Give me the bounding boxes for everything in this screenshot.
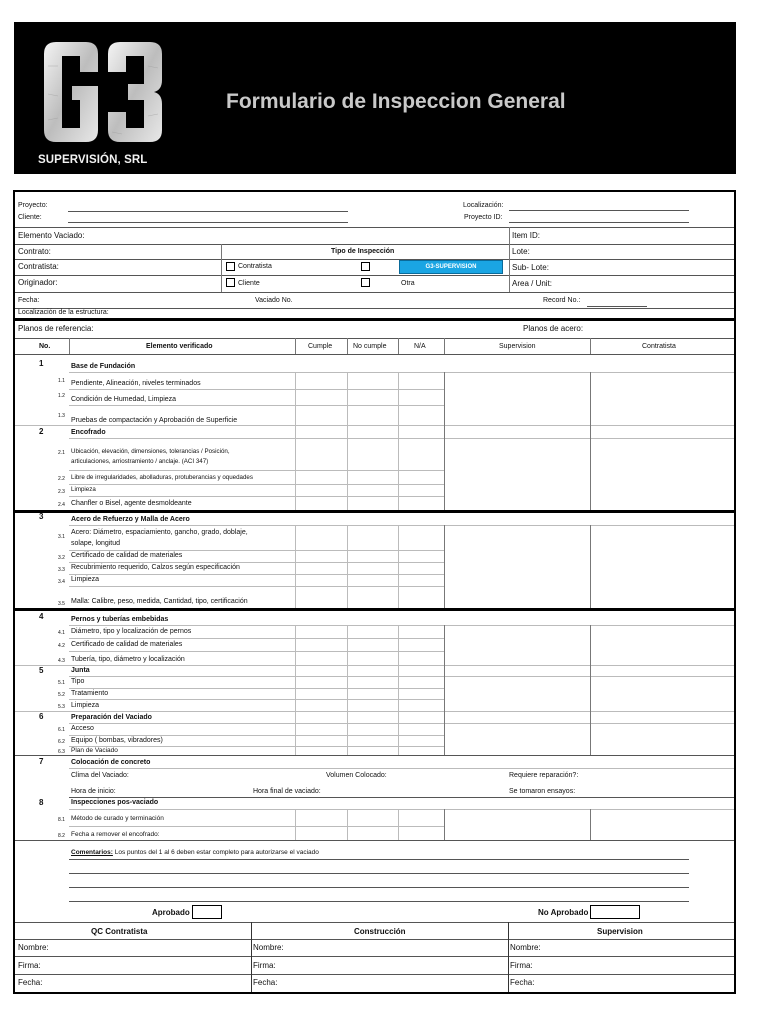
vaciado-no-label: Vaciado No. bbox=[255, 297, 293, 304]
no-aprobado-box[interactable] bbox=[590, 905, 640, 919]
item-text: Recubrimiento requerido, Calzos según especificación bbox=[71, 564, 240, 571]
divider bbox=[15, 227, 734, 228]
qc-fecha-label: Fecha: bbox=[18, 978, 43, 987]
grid-vline bbox=[509, 227, 510, 292]
supervision-nombre-label: Nombre: bbox=[510, 943, 541, 952]
cliente-field[interactable] bbox=[68, 222, 348, 223]
comment-line[interactable] bbox=[69, 887, 689, 888]
comments-block bbox=[71, 849, 319, 856]
divider bbox=[15, 244, 734, 245]
proyecto-id-label: Proyecto ID: bbox=[464, 214, 503, 221]
row-line bbox=[69, 372, 734, 373]
item-number: 2.3 bbox=[58, 489, 65, 495]
item-number: 4.3 bbox=[58, 658, 65, 664]
col-line bbox=[398, 338, 399, 354]
col-header-elemento: Elemento verificado bbox=[146, 343, 213, 350]
cliente-option-label: Cliente bbox=[238, 280, 260, 287]
hora-final-label: Hora final de vaciado: bbox=[253, 788, 321, 795]
divider bbox=[15, 259, 734, 260]
item-text: Tipo bbox=[71, 678, 85, 685]
sub-lote-label: Sub- Lote: bbox=[512, 263, 549, 272]
section-title: Base de Fundación bbox=[71, 363, 136, 370]
col-line bbox=[590, 525, 591, 608]
qc-firma-label: Firma: bbox=[18, 961, 41, 970]
item-number: 2.1 bbox=[58, 450, 65, 456]
col-line bbox=[295, 625, 296, 755]
item-text: Tratamiento bbox=[71, 690, 109, 697]
signature-col-line bbox=[508, 922, 509, 992]
otra-option-label: Otra bbox=[401, 280, 415, 287]
section-number: 5 bbox=[39, 666, 44, 675]
col-header-contratista: Contratista bbox=[642, 343, 676, 350]
row-line bbox=[69, 525, 734, 526]
item-text: Acero: Diámetro, espaciamiento, gancho, grado, doblaje, bbox=[71, 529, 248, 536]
lote-label: Lote: bbox=[512, 247, 530, 256]
col-line bbox=[444, 625, 445, 755]
item-text-continued: solape, longitud bbox=[71, 540, 121, 547]
localizacion-estructura-label: Localización de la estructura: bbox=[18, 309, 109, 316]
row-line bbox=[69, 768, 734, 769]
section-number: 1 bbox=[39, 359, 44, 368]
divider bbox=[15, 974, 734, 975]
item-number: 5.1 bbox=[58, 680, 65, 686]
item-text: Limpieza bbox=[71, 486, 96, 493]
divider bbox=[15, 922, 734, 923]
comment-line[interactable] bbox=[69, 859, 689, 860]
row-line bbox=[69, 470, 445, 471]
item-text: Método de curado y terminación bbox=[71, 815, 164, 822]
supervision-firma-label: Firma: bbox=[510, 961, 533, 970]
divider bbox=[15, 292, 734, 293]
section-number: 8 bbox=[39, 798, 44, 807]
item-number: 1.1 bbox=[58, 378, 65, 384]
col-line bbox=[295, 372, 296, 510]
contratista-checkbox[interactable] bbox=[226, 262, 235, 271]
section-title: Junta bbox=[71, 667, 90, 674]
col-line bbox=[590, 809, 591, 840]
section-number: 2 bbox=[39, 427, 44, 436]
item-number: 3.2 bbox=[58, 555, 65, 561]
section-divider bbox=[13, 318, 736, 321]
inspection-form bbox=[13, 190, 736, 994]
tipo-inspeccion-label: Tipo de Inspección bbox=[331, 248, 395, 255]
section-number: 7 bbox=[39, 757, 44, 766]
item-number: 3.5 bbox=[58, 601, 65, 607]
contratista-option-label: Contratista bbox=[238, 263, 272, 270]
col-line bbox=[398, 809, 399, 840]
item-text: Equipo ( bombas, vibradores) bbox=[71, 737, 163, 744]
divider bbox=[15, 840, 734, 841]
row-line bbox=[69, 405, 445, 406]
cliente-label: Cliente: bbox=[18, 214, 42, 221]
item-number: 1.2 bbox=[58, 393, 65, 399]
logo-subtitle: SUPERVISIÓN, SRL bbox=[38, 154, 148, 166]
divider bbox=[15, 939, 734, 940]
planos-acero-label: Planos de acero: bbox=[523, 324, 584, 333]
item-text: Pendiente, Alineación, niveles terminados bbox=[71, 380, 201, 387]
item-text: Acceso bbox=[71, 725, 94, 732]
proyecto-field[interactable] bbox=[68, 211, 348, 212]
col-line bbox=[398, 525, 399, 608]
ensayos-label: Se tomaron ensayos: bbox=[509, 788, 576, 795]
section-divider bbox=[13, 608, 736, 611]
item-text: Malla: Calibre, peso, medida, Cantidad, tipo, certificación bbox=[71, 598, 248, 605]
row-line bbox=[15, 425, 734, 426]
row-line bbox=[69, 496, 445, 497]
header-banner bbox=[14, 22, 736, 174]
row-line bbox=[69, 735, 445, 736]
construccion-fecha-label: Fecha: bbox=[253, 978, 278, 987]
item-text: Limpieza bbox=[71, 702, 100, 709]
comments-note: Los puntos del 1 al 6 deben estar completo para autorizarse el vaciado bbox=[114, 849, 319, 856]
divider bbox=[69, 797, 734, 798]
col-line bbox=[590, 372, 591, 510]
comment-line[interactable] bbox=[69, 901, 689, 902]
localizacion-field[interactable] bbox=[509, 210, 689, 211]
planos-referencia-label: Planos de referencia: bbox=[18, 324, 94, 333]
col-line bbox=[347, 809, 348, 840]
section-number: 3 bbox=[39, 512, 44, 521]
volumen-label: Volumen Colocado: bbox=[326, 772, 387, 779]
section-divider bbox=[13, 510, 736, 513]
proyecto-id-field[interactable] bbox=[509, 222, 689, 223]
item-number: 2.4 bbox=[58, 502, 65, 508]
item-text: Limpieza bbox=[71, 576, 100, 583]
page-title: Formulario de Inspeccion General bbox=[226, 90, 566, 113]
row-line bbox=[69, 826, 445, 827]
item-text: Pruebas de compactación y Aprobación de Superficie bbox=[71, 417, 238, 424]
item-text: Condición de Humedad, Limpieza bbox=[71, 396, 177, 403]
item-number: 8.2 bbox=[58, 833, 65, 839]
record-no-label: Record No.: bbox=[543, 297, 581, 304]
clima-label: Clima del Vaciado: bbox=[71, 772, 129, 779]
divider bbox=[15, 354, 734, 355]
item-text: Ubicación, elevación, dimensiones, tolerancias / Posición, bbox=[71, 448, 230, 455]
col-line bbox=[295, 525, 296, 608]
col-line bbox=[444, 809, 445, 840]
section-title: Encofrado bbox=[71, 429, 106, 436]
row-line bbox=[69, 484, 445, 485]
item-number: 6.3 bbox=[58, 749, 65, 755]
hora-inicio-label: Hora de inicio: bbox=[71, 788, 116, 795]
row-line bbox=[69, 809, 734, 810]
item-number: 1.3 bbox=[58, 413, 65, 419]
item-id-label: Item ID: bbox=[512, 231, 541, 240]
row-line bbox=[69, 651, 445, 652]
col-line bbox=[444, 525, 445, 608]
divider bbox=[15, 338, 734, 339]
record-no-field[interactable] bbox=[587, 306, 647, 307]
section-title: Preparación del Vaciado bbox=[71, 714, 152, 721]
localizacion-label: Localización: bbox=[463, 202, 504, 209]
g3-logo-mark bbox=[38, 36, 168, 148]
originador-label: Originador: bbox=[18, 278, 58, 287]
qc-contratista-header: QC Contratista bbox=[91, 927, 148, 936]
col-line bbox=[69, 338, 70, 354]
item-text-continued: articulaciones, arriostramiento / anclaje. (ACI 347) bbox=[71, 458, 209, 465]
item-text: Chanfler o Bisel, agente desmoldeante bbox=[71, 500, 192, 507]
row-line bbox=[69, 438, 734, 439]
col-line bbox=[347, 625, 348, 755]
divider bbox=[15, 275, 734, 276]
col-line bbox=[347, 525, 348, 608]
item-number: 3.3 bbox=[58, 567, 65, 573]
construccion-nombre-label: Nombre: bbox=[253, 943, 284, 952]
item-number: 8.1 bbox=[58, 817, 65, 823]
col-header-supervision: Supervision bbox=[499, 343, 536, 350]
item-number: 3.4 bbox=[58, 579, 65, 585]
supervision-fecha-label: Fecha: bbox=[510, 978, 535, 987]
row-line bbox=[69, 638, 445, 639]
contratista-label: Contratista: bbox=[18, 262, 59, 271]
row-line bbox=[69, 746, 445, 747]
row-line bbox=[69, 676, 734, 677]
g3-supervision-checkbox[interactable] bbox=[361, 262, 370, 271]
row-line bbox=[69, 723, 734, 724]
company-logo bbox=[38, 36, 168, 166]
item-number: 5.3 bbox=[58, 704, 65, 710]
cliente-checkbox[interactable] bbox=[226, 278, 235, 287]
col-line bbox=[444, 338, 445, 354]
row-line bbox=[69, 699, 445, 700]
col-line bbox=[590, 625, 591, 755]
proyecto-label: Proyecto: bbox=[18, 202, 48, 209]
otra-checkbox[interactable] bbox=[361, 278, 370, 287]
supervision-header: Supervision bbox=[597, 927, 643, 936]
grid-vline bbox=[221, 244, 222, 292]
section-title: Pernos y tuberías embebidas bbox=[71, 616, 169, 623]
item-text: Diámetro, tipo y localización de pernos bbox=[71, 628, 192, 635]
no-aprobado-label: No Aprobado bbox=[538, 908, 589, 917]
col-line bbox=[295, 809, 296, 840]
item-text: Tubería, tipo, diámetro y localización bbox=[71, 656, 185, 663]
divider bbox=[15, 755, 734, 756]
section-title: Inspecciones pos-vaciado bbox=[71, 799, 159, 806]
col-line bbox=[444, 372, 445, 510]
item-number: 6.1 bbox=[58, 727, 65, 733]
section-number: 4 bbox=[39, 612, 44, 621]
item-number: 3.1 bbox=[58, 534, 65, 540]
section-number: 6 bbox=[39, 712, 44, 721]
item-number: 4.1 bbox=[58, 630, 65, 636]
col-header-no: No. bbox=[39, 343, 51, 350]
item-number: 6.2 bbox=[58, 739, 65, 745]
row-line bbox=[69, 574, 445, 575]
item-text: Plan de Vaciado bbox=[71, 747, 118, 754]
section-title: Acero de Refuerzo y Malla de Acero bbox=[71, 516, 190, 523]
elemento-vaciado-label: Elemento Vaciado: bbox=[18, 231, 85, 240]
comments-label: Comentarios: bbox=[71, 849, 113, 856]
item-text: Certificado de calidad de materiales bbox=[71, 552, 183, 559]
row-line bbox=[69, 586, 445, 587]
divider bbox=[15, 956, 734, 957]
item-number: 2.2 bbox=[58, 476, 65, 482]
aprobado-label: Aprobado bbox=[152, 908, 190, 917]
item-number: 5.2 bbox=[58, 692, 65, 698]
col-line bbox=[347, 372, 348, 510]
aprobado-box[interactable] bbox=[192, 905, 222, 919]
col-header-no-cumple: No cumple bbox=[353, 343, 387, 350]
row-line bbox=[15, 711, 734, 712]
row-line bbox=[69, 389, 445, 390]
col-line bbox=[347, 338, 348, 354]
qc-nombre-label: Nombre: bbox=[18, 943, 49, 952]
signature-col-line bbox=[251, 922, 252, 992]
construccion-header: Construcción bbox=[354, 927, 406, 936]
divider bbox=[15, 308, 734, 309]
row-line bbox=[69, 688, 445, 689]
section-title: Colocación de concreto bbox=[71, 759, 151, 766]
col-line bbox=[398, 372, 399, 510]
row-line bbox=[69, 550, 445, 551]
g3-supervision-badge: G3-SUPERVISION bbox=[399, 260, 503, 274]
area-unit-label: Area / Unit: bbox=[512, 279, 553, 288]
row-line bbox=[69, 625, 734, 626]
item-text: Fecha a remover el encofrado: bbox=[71, 831, 160, 838]
fecha-label: Fecha: bbox=[18, 297, 40, 304]
contrato-label: Contrato: bbox=[18, 247, 51, 256]
item-number: 4.2 bbox=[58, 643, 65, 649]
row-line bbox=[69, 562, 445, 563]
col-line bbox=[295, 338, 296, 354]
col-line bbox=[398, 625, 399, 755]
col-header-cumple: Cumple bbox=[308, 343, 333, 350]
row-line bbox=[15, 665, 734, 666]
item-text: Libre de irregularidades, abolladuras, protuberancias y oquedades bbox=[71, 474, 253, 481]
col-line bbox=[590, 338, 591, 354]
item-text: Certificado de calidad de materiales bbox=[71, 641, 183, 648]
comment-line[interactable] bbox=[69, 873, 689, 874]
construccion-firma-label: Firma: bbox=[253, 961, 276, 970]
requiere-label: Requiere reparación?: bbox=[509, 772, 579, 779]
col-header-na: N/A bbox=[414, 343, 426, 350]
